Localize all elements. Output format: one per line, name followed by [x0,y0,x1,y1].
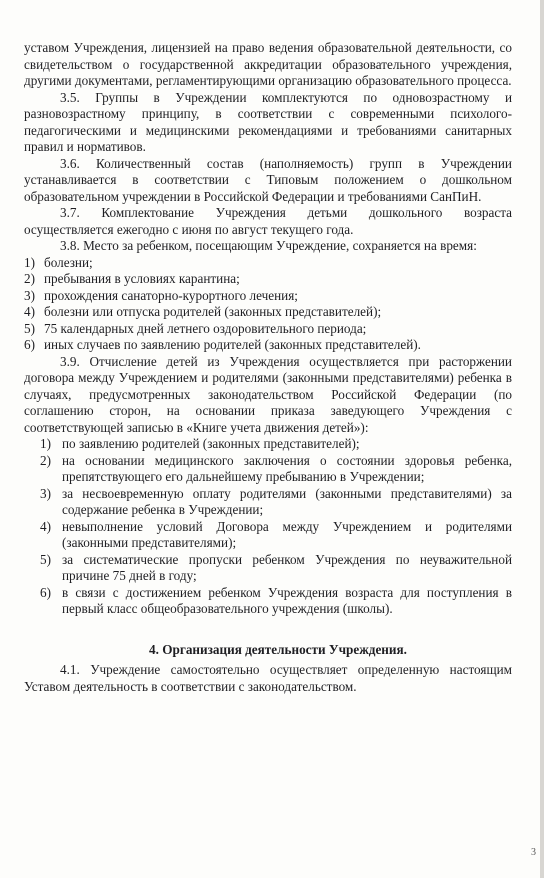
list-item-number: 2) [24,271,35,286]
list-item-text: по заявлению родителей (законных представителей); [62,436,360,451]
list-item-text: пребывания в условиях карантина; [44,271,240,286]
list-item-text: на основании медицинского заключения о состоянии здоровья ребенка, препятствующего его дальнейшему пребыванию в Учреждении; [62,452,512,484]
page-number: 3 [531,847,536,858]
list-item-number: 6) [24,337,35,352]
list-item-text: за систематические пропуски ребенком Учреждения по неуважительной причине 75 дней в году; [62,551,512,583]
list-item-number: 5) [40,551,51,567]
list-item [40,453,512,486]
list-item [24,255,512,272]
list-item-number: 4) [24,304,35,319]
section-heading-4: 4. Организация деятельности Учреждения. [149,641,407,657]
paragraph-4-1: 4.1. Учреждение самостоятельно осуществляет определенную настоящим Уставом деятельность в соответствии с законодательством. [24,662,512,694]
paragraph-3-7: 3.7. Комплектование Учреждения детьми дошкольного возраста осуществляется ежегодно с июня по август текущего года. [24,205,512,237]
list-item-text: невыполнение условий Договора между Учреждением и родителями (законными представителями); [62,518,512,550]
list-item [24,337,512,354]
document-body [24,40,512,695]
list-item-text: в связи с достижением ребенком Учреждения возраста для поступления в первый класс общеобразовательного учреждения (школы). [62,584,512,616]
list-3-9 [24,436,512,618]
paragraph-intro: уставом Учреждения, лицензией на право ведения образовательной деятельности, со свидетельством о государственной аккредитации образовательного учреждения, другими документами, регламентирующими организацию образовательного процесса. [24,40,512,88]
list-item-text: болезни или отпуска родителей (законных представителей); [44,304,382,319]
list-item-number: 4) [40,518,51,534]
list-item-text: болезни; [44,254,93,270]
list-item-text: 75 календарных дней летнего оздоровительного периода; [44,320,367,336]
list-item-text: прохождения санаторно-курортного лечения; [44,287,298,303]
list-item [40,552,512,585]
list-item-number: 3) [40,485,51,501]
list-item-text: иных случаев по заявлению родителей (законных представителей). [44,337,421,352]
paragraph-3-8: 3.8. Место за ребенком, посещающим Учреждение, сохраняется на время: [60,238,477,253]
list-3-8 [24,255,512,354]
list-item [24,271,512,288]
list-item [40,519,512,552]
list-item [24,288,512,305]
list-item-number: 5) [24,320,35,336]
list-item-number: 6) [40,584,51,600]
paragraph-3-5: 3.5. Группы в Учреждении комплектуются по одновозрастному и разновозрастному принципу, в соответствии с современными психолого-педагогическими и медицинскими рекомендациями и требованиями санитарных правил и нормативов. [24,89,512,154]
paragraph-3-9: 3.9. Отчисление детей из Учреждения осуществляется при расторжении договора между Учреждением и родителями (законными представителями) ребенка в случаях, предусмотренных законодательством Российской Федерации (по соглашению сторон, на основании приказа заведующего Учреждения с соответствующей записью в «Книге учета движения детей»): [24,353,512,435]
list-item [40,436,512,453]
list-item-number: 2) [40,452,51,468]
list-item-number: 3) [24,287,35,303]
list-item-number: 1) [40,436,51,451]
page-edge-shadow [540,0,544,878]
list-item [40,486,512,519]
paragraph-3-6: 3.6. Количественный состав (наполняемость) групп в Учреждении устанавливается в соответствии с Типовым положением о дошкольном образовательном учреждении в Российской Федерации и требованиями СанПиН. [24,155,512,204]
list-item [24,304,512,321]
list-item-text: за несвоевременную оплату родителями (законными представителями) за содержание ребенка в Учреждении; [62,485,512,517]
list-item-number: 1) [24,254,35,270]
list-item [24,321,512,338]
list-item [40,585,512,618]
